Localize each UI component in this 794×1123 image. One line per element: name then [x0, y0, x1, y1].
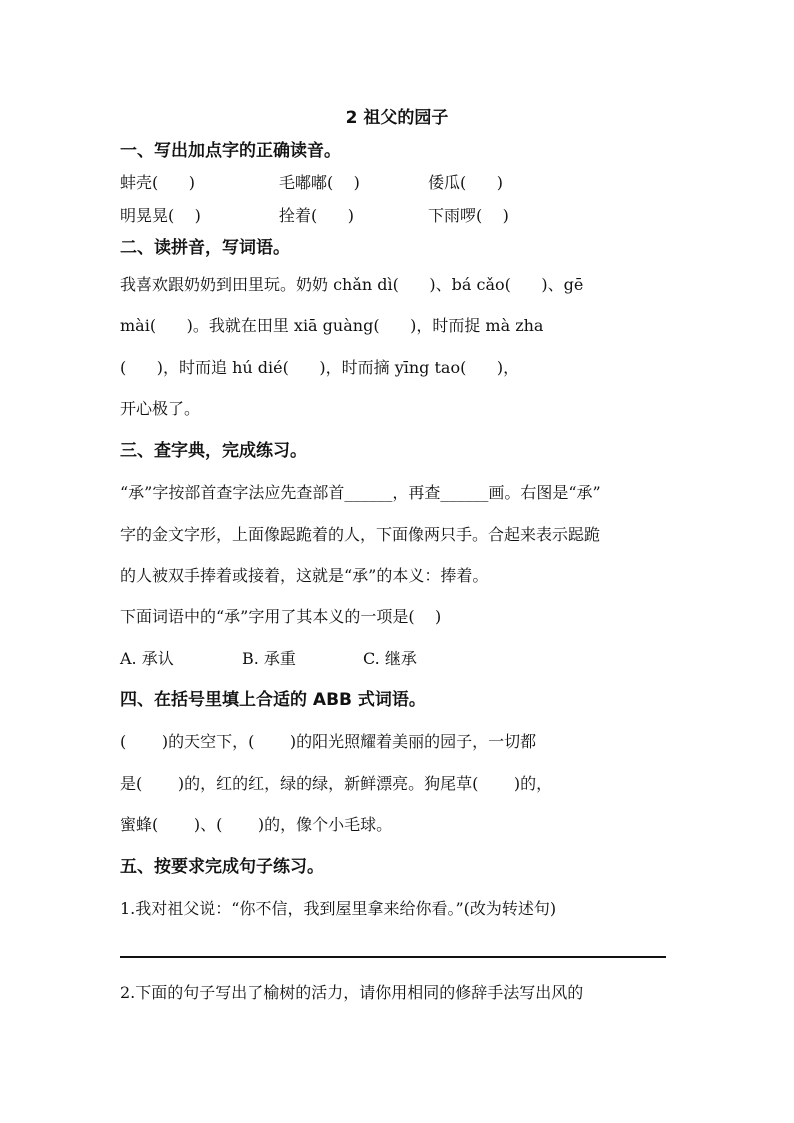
- pinyin-item: 蚌壳( ): [120, 173, 196, 192]
- paragraph-line: 我喜欢跟奶奶到田里玩。奶奶 chǎn dì( )、bá cǎo( )、gē: [120, 275, 584, 294]
- pinyin-item: 毛嘟嘟( ): [279, 173, 360, 192]
- option-b: B. 承重: [242, 649, 296, 668]
- question-1: 1.我对祖父说：“你不信，我到屋里拿来给你看。”(改为转述句): [120, 899, 557, 918]
- option-c: C. 继承: [363, 649, 417, 668]
- section-5-heading: 五、按要求完成句子练习。: [120, 857, 324, 877]
- section-1-heading: 一、写出加点字的正确读音。: [120, 141, 341, 161]
- paragraph-line: 的人被双手捧着或接着，这就是“承”的本义：捧着。: [120, 566, 489, 585]
- section-4-heading: 四、在括号里填上合适的 ABB 式词语。: [120, 690, 426, 710]
- question-2: 2.下面的句子写出了榆树的活力，请你用相同的修辞手法写出风的: [120, 983, 584, 1002]
- pinyin-item: 拴着( ): [279, 206, 355, 225]
- section-3-heading: 三、查字典，完成练习。: [120, 441, 307, 461]
- question-line: 下面词语中的“承”字用了其本义的一项是( ): [120, 607, 442, 626]
- option-a: A. 承认: [120, 649, 174, 668]
- pinyin-item: 下雨啰( ): [428, 206, 509, 225]
- paragraph-line: 蜜蜂( )、( )的，像个小毛球。: [120, 815, 393, 834]
- paragraph-line: 是( )的，红的红，绿的绿，新鲜漂亮。狗尾草( )的，: [120, 774, 553, 793]
- section-2-heading: 二、读拼音，写词语。: [120, 238, 290, 258]
- paragraph-line: ( )，时而追 hú dié( )，时而摘 yīng tao( )，: [120, 358, 520, 377]
- page-title: 2 祖父的园子: [345, 108, 449, 128]
- paragraph-line: ( )的天空下，( )的阳光照耀着美丽的园子，一切都: [120, 732, 537, 751]
- pinyin-item: 明晃晃( ): [120, 206, 201, 225]
- paragraph-line: 字的金文字形，上面像跽跪着的人，下面像两只手。合起来表示跽跪: [120, 525, 601, 544]
- answer-line[interactable]: [120, 956, 666, 958]
- paragraph-line: “承”字按部首查字法应先查部首______，再查______画。右图是“承”: [120, 483, 601, 502]
- paragraph-line: 开心极了。: [120, 399, 201, 418]
- paragraph-line: mài( )。我就在田里 xiā guàng( )，时而捉 mà zha: [120, 316, 544, 335]
- pinyin-item: 倭瓜( ): [428, 173, 504, 192]
